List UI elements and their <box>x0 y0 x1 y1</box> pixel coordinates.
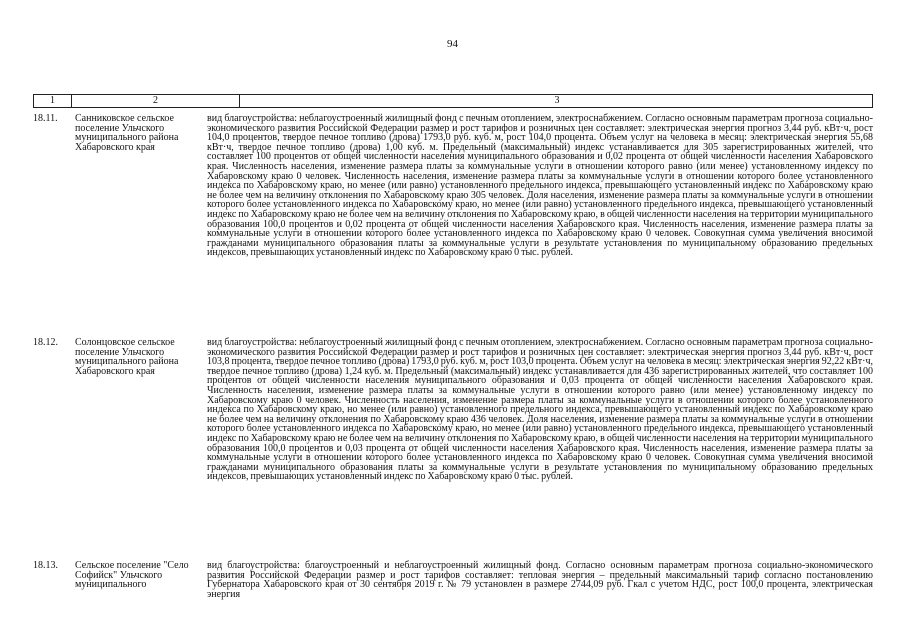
row-number: 18.11. <box>33 113 58 124</box>
table-header <box>33 94 873 108</box>
header-col-1: 1 <box>50 95 55 106</box>
row-number: 18.13. <box>33 560 58 571</box>
page-number: 94 <box>447 38 458 50</box>
document-table <box>33 94 873 600</box>
row-number: 18.12. <box>33 337 58 348</box>
row-description: вид благоустройства: благоустроенный и неблагоустроенный жилищный фонд. Согласно основным параметрам прогноза социально-экономического развития Российской Федерации размер и рост тарифов составляет: тепловая энергия – предельный максимальный тариф согласно постановлению Губернатора Хабаровского края от 30 сентября 2019 г. № 79 установлен в размере 2744,09 руб. Гкал с учетом НДС, рост 100,0 процента, электрическая энергия <box>207 560 873 600</box>
settlement-name: Сельское поселение "Село Софийск" Ульчского муниципального <box>75 560 189 591</box>
header-col-3: 3 <box>239 95 874 107</box>
row-description: вид благоустройства: неблагоустроенный жилищный фонд с печным отоплением, электроснабжением. Согласно основным параметрам прогноза социально-экономического развития Российской Федерации размер и рост тарифов и розничных цен составляет: электрическая энергия прогноз 3,44 руб. кВт·ч, рост 104,0 процентов, твердое печное топливо (дрова) 1793,0 руб. куб. м, рост 104,0 процента. Объем услуг на человека в месяц: электрическая энергия 55,68 кВт·ч, твердое печное топливо (дрова) 1,00 куб. м. Предельный (максимальный) индекс устанавливается для 305 зарегистрированных жителей, что составляет 100 процентов от общей численности населения муниципального образования и 0,02 процента от общей численности населения Хабаровского края. Численность населения, изменение размера платы за коммунальные услуги в отношении которого равно (или менее) установленному индексу по Хабаровскому краю 0 человек. Численность населения, изменение размера платы за коммунальные услуги в отношении которого более установленного индекса по Хабаровскому краю, но менее (или равно) установленного предельного индекса, превышающего установленный индекс по Хабаровскому краю не более чем на величину отклонения по Хабаровскому краю 305 человек. Доля населения, изменение размера платы за коммунальные услуги в отношении которого более установленного индекса по Хабаровскому краю, но менее (или равно) установленного предельного индекса, превышающего установленный индекс по Хабаровскому краю не более чем на величину отклонения по Хабаровскому краю, в общей численности населения на территории муниципального образования 100,0 процентов и 0,02 процента от общей численности населения Хабаровского края. Численность населения, изменение размера платы за коммунальные услуги в отношении которого более установленного индекса по Хабаровскому краю 0 человек. Совокупная сумма увеличения вносимой гражданами муниципального образования платы за коммунальные услуги в результате установления по муниципальному образованию предельных индексов, превышающих установленный индекс по Хабаровскому краю 0 тыс. рублей. <box>207 113 873 259</box>
settlement-name: Солонцовское сельское поселение Ульчского муниципального района Хабаровского края <box>75 337 179 377</box>
header-col-2: 2 <box>71 95 239 107</box>
row-description: вид благоустройства: неблагоустроенный жилищный фонд с печным отоплением, электроснабжением. Согласно основным параметрам прогноза социально-экономического развития Российской Федерации размер и рост тарифов и розничных цен составляет: электрическая энергия прогноз 3,44 руб. кВт·ч, рост 103,8 процента, твердое печное топливо (дрова) 1793,0 руб. куб. м, рост 103,0 процента. Объем услуг на человека в месяц: электрическая энергия 92,22 кВт·ч, твердое печное топливо (дрова) 1,24 куб. м. Предельный (максимальный) индекс устанавливается для 436 зарегистрированных жителей, что составляет 100 процентов от общей численности населения муниципального образования и 0,03 процента от общей численности населения Хабаровского края. Численность населения, изменение размера платы за коммунальные услуги в отношении которого равно (или менее) установленному индексу по Хабаровскому краю 0 человек. Численность населения, изменение размера платы за коммунальные услуги в отношении которого более установленного индекса по Хабаровскому краю, но менее (или равно) установленного предельного индекса, превышающего установленный индекс по Хабаровскому краю не более чем на величину отклонения по Хабаровскому краю 436 человек. Доля населения, изменение размера платы за коммунальные услуги в отношении которого более установленного индекса по Хабаровскому краю, но менее (или равно) установленного предельного индекса, превышающего установленный индекс по Хабаровскому краю не более чем на величину отклонения по Хабаровскому краю, в общей численности населения на территории муниципального образования 100,0 процентов и 0,03 процента от общей численности населения Хабаровского края. Численность населения, изменение размера платы за коммунальные услуги в отношении которого более установленного индекса по Хабаровскому краю 0 человек. Совокупная сумма увеличения вносимой гражданами муниципального образования платы за коммунальные услуги в результате установления по муниципальному образованию предельных индексов, превышающих установленный индекс по Хабаровскому краю 0 тыс. рублей. <box>207 337 873 483</box>
settlement-name: Санниковское сельское поселение Ульчского муниципального района Хабаровского края <box>75 113 179 153</box>
